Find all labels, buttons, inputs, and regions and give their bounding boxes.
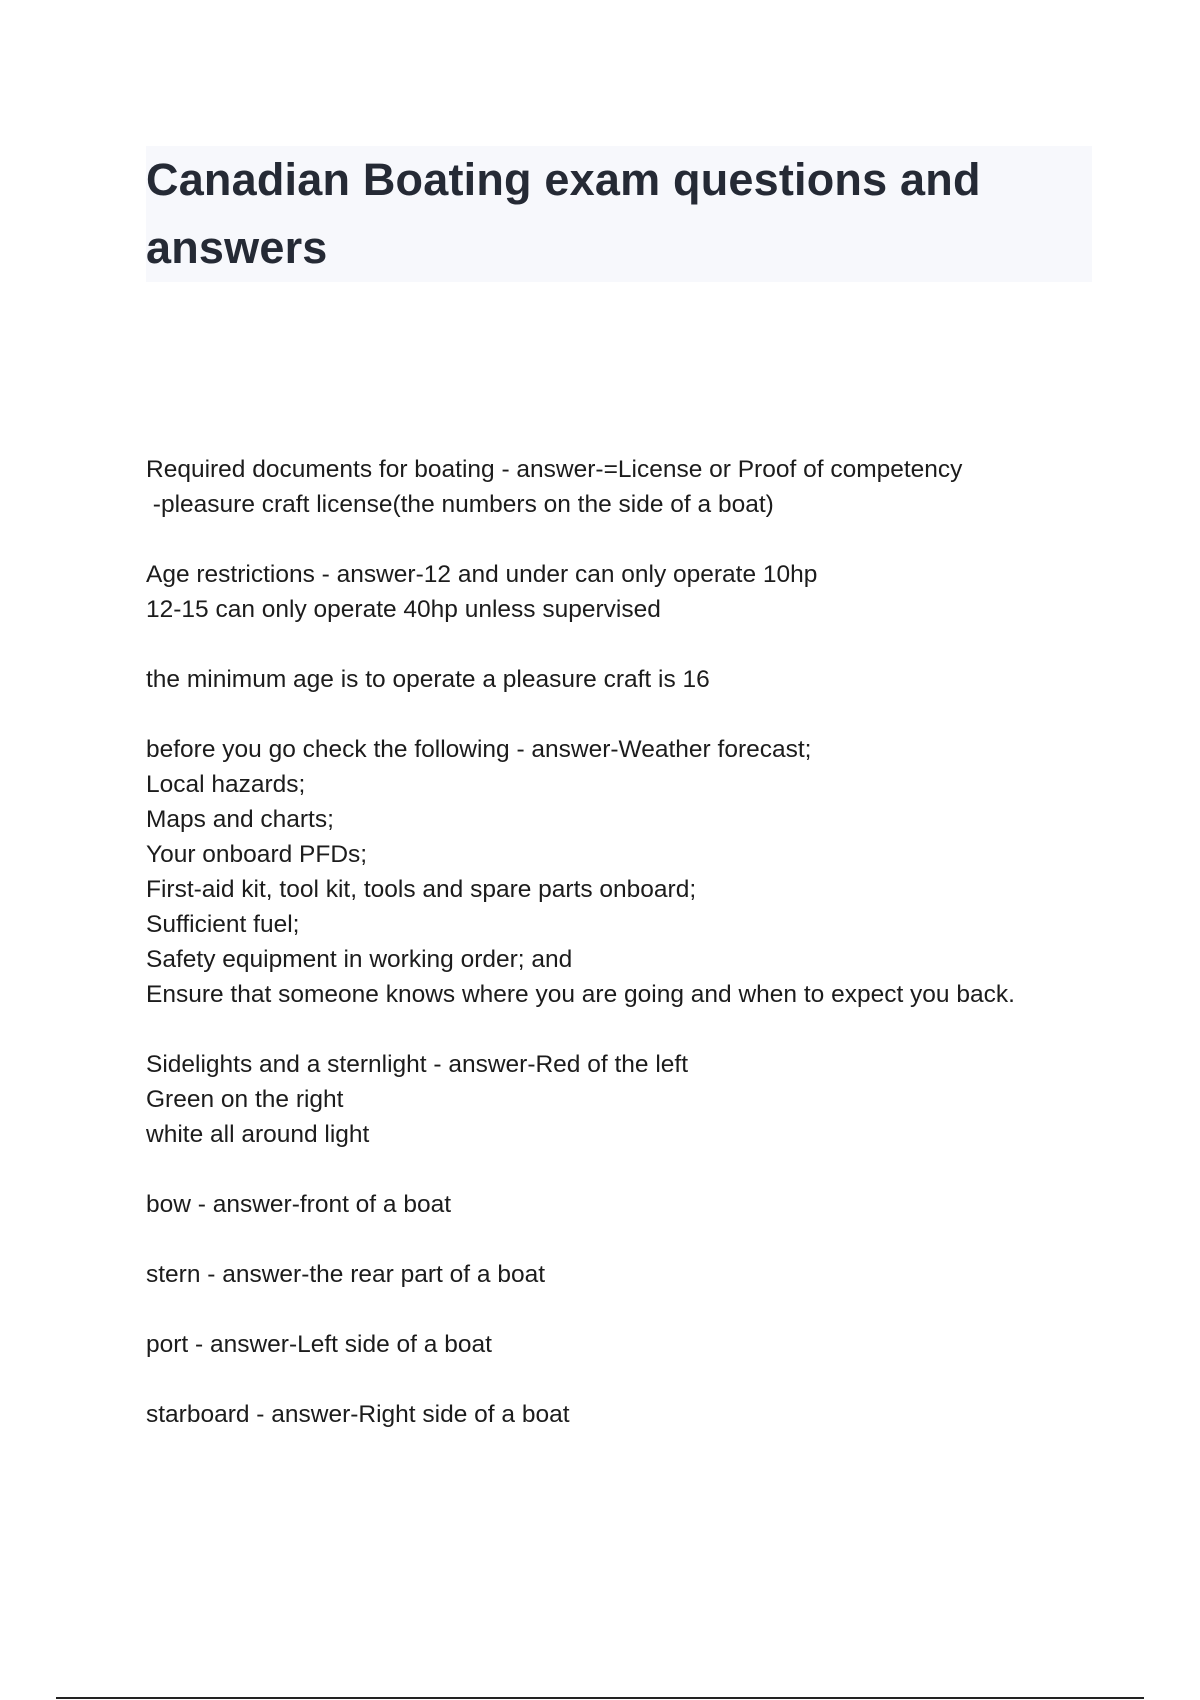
qa-line: Sidelights and a sternlight - answer-Red of the left	[146, 1051, 689, 1078]
qa-line: Ensure that someone knows where you are going and when to expect you back.	[146, 981, 1015, 1008]
qa-line: Maps and charts;	[146, 806, 334, 833]
qa-line: Sufficient fuel;	[146, 911, 300, 938]
qa-line: Your onboard PFDs;	[146, 841, 368, 868]
qa-line: white all around light	[146, 1121, 370, 1148]
qa-line: Local hazards;	[146, 771, 306, 798]
qa-line: Age restrictions - answer-12 and under can only operate 10hp	[146, 561, 818, 588]
qa-item-sidelights	[146, 1047, 1106, 1152]
qa-line: the minimum age is to operate a pleasure craft is 16	[146, 666, 710, 693]
title-banner	[146, 146, 1092, 282]
qa-line: First-aid kit, tool kit, tools and spare parts onboard;	[146, 876, 697, 903]
qa-line: stern - answer-the rear part of a boat	[146, 1261, 545, 1288]
qa-list	[146, 452, 1106, 1467]
qa-item-starboard	[146, 1397, 1106, 1432]
qa-line: port - answer-Left side of a boat	[146, 1331, 492, 1358]
qa-item-stern	[146, 1257, 1106, 1292]
qa-line: bow - answer-front of a boat	[146, 1191, 452, 1218]
qa-line: starboard - answer-Right side of a boat	[146, 1401, 570, 1428]
qa-line: Green on the right	[146, 1086, 344, 1113]
qa-item-age-restrictions	[146, 557, 1106, 627]
qa-item-bow	[146, 1187, 1106, 1222]
qa-line: -pleasure craft license(the numbers on the side of a boat)	[146, 491, 774, 518]
qa-line: before you go check the following - answer-Weather forecast;	[146, 736, 812, 763]
bottom-divider	[56, 1697, 1144, 1699]
qa-item-port	[146, 1327, 1106, 1362]
page-title: Canadian Boating exam questions and answers	[146, 154, 981, 273]
qa-line: Required documents for boating - answer-=License or Proof of competency	[146, 456, 963, 483]
qa-line: Safety equipment in working order; and	[146, 946, 573, 973]
qa-item-required-documents	[146, 452, 1106, 522]
qa-item-before-you-go	[146, 732, 1106, 1012]
qa-item-minimum-age	[146, 662, 1106, 697]
qa-line: 12-15 can only operate 40hp unless supervised	[146, 596, 661, 623]
